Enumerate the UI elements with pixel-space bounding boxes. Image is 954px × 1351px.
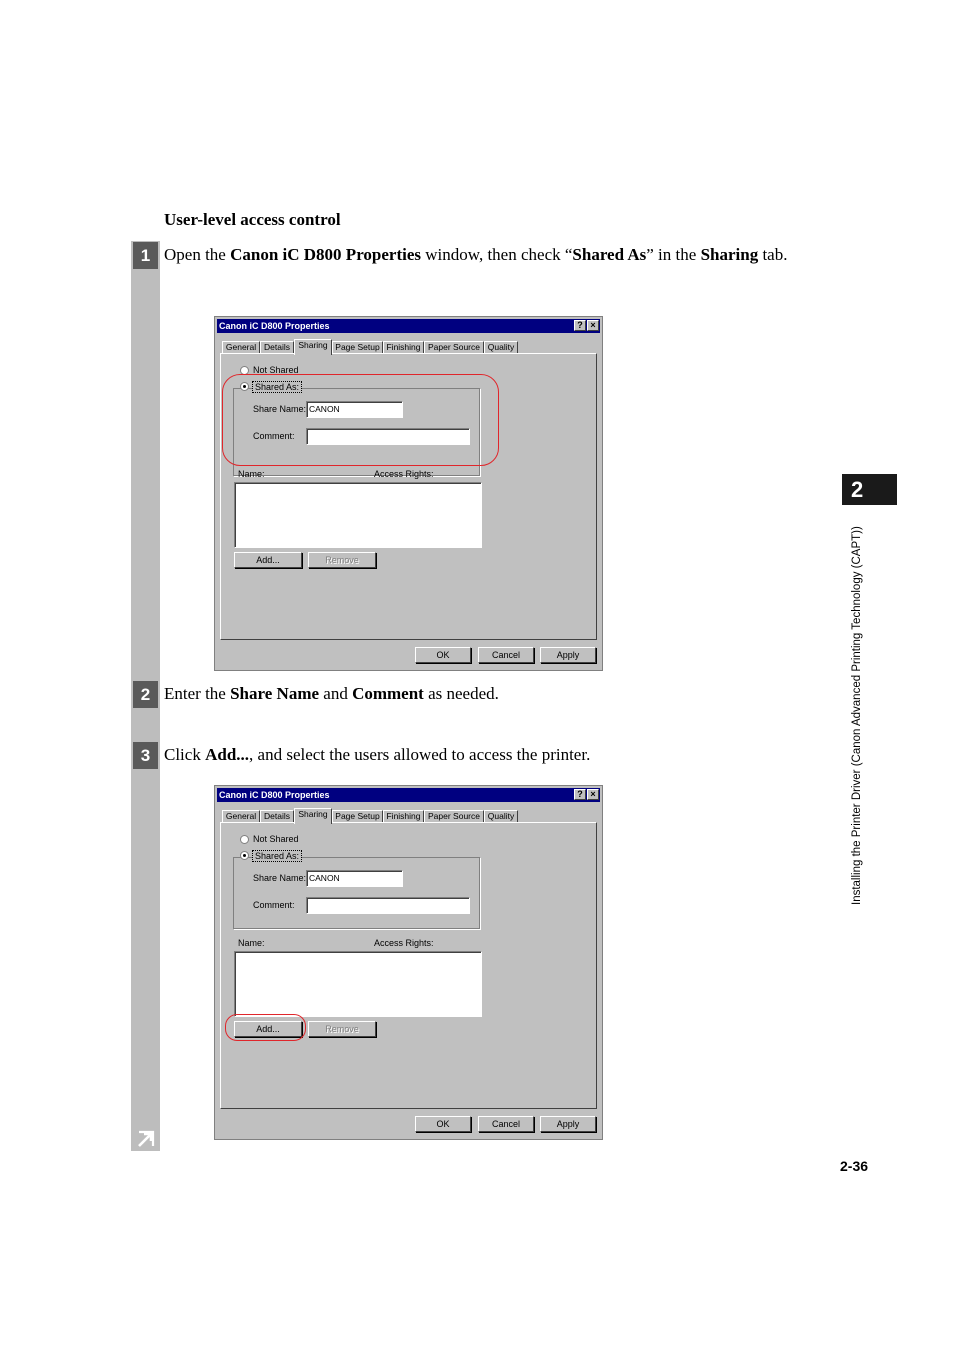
- tab-sharing[interactable]: Sharing: [294, 808, 332, 824]
- sharing-panel: [220, 822, 597, 1109]
- tab-paper-source[interactable]: Paper Source: [424, 341, 484, 354]
- remove-button[interactable]: Remove: [308, 552, 376, 568]
- shared-as-label: Shared As:: [252, 381, 302, 393]
- name-column-label: Name:: [238, 469, 265, 479]
- share-name-input[interactable]: CANON: [306, 401, 403, 418]
- tab-sharing[interactable]: Sharing: [294, 339, 332, 355]
- users-list[interactable]: [234, 482, 482, 548]
- step-2-text: Enter the Share Name and Comment as needed.: [164, 684, 499, 703]
- step-number-2: 2: [133, 681, 158, 708]
- ok-button[interactable]: OK: [415, 647, 471, 663]
- step-number-3: 3: [133, 742, 158, 769]
- not-shared-label: Not Shared: [253, 365, 299, 375]
- name-column-label: Name:: [238, 938, 265, 948]
- share-name-input[interactable]: CANON: [306, 870, 403, 887]
- tab-paper-source[interactable]: Paper Source: [424, 810, 484, 823]
- tab-quality[interactable]: Quality: [484, 810, 518, 823]
- apply-button[interactable]: Apply: [540, 1116, 596, 1132]
- dialog-titlebar: [217, 319, 600, 333]
- shared-as-label: Shared As:: [252, 850, 302, 862]
- apply-button[interactable]: Apply: [540, 647, 596, 663]
- close-button[interactable]: ×: [587, 320, 599, 331]
- section-title: User-level access control: [164, 210, 341, 229]
- dialog-titlebar: [217, 788, 600, 802]
- comment-label: Comment:: [253, 431, 295, 441]
- comment-input[interactable]: [306, 897, 470, 914]
- users-list[interactable]: [234, 951, 482, 1017]
- tab-page-setup[interactable]: Page Setup: [332, 810, 383, 823]
- ok-button[interactable]: OK: [415, 1116, 471, 1132]
- tab-general[interactable]: General: [222, 341, 260, 354]
- comment-label: Comment:: [253, 900, 295, 910]
- cancel-button[interactable]: Cancel: [478, 1116, 534, 1132]
- properties-dialog-2: [214, 785, 603, 1140]
- step-1-text: Open the Canon iC D800 Properties window, then check “Shared As” in the Sharing tab.: [164, 245, 788, 264]
- access-rights-column-label: Access Rights:: [374, 469, 434, 479]
- add-button-highlight: [225, 1014, 306, 1041]
- add-button[interactable]: Add...: [234, 1021, 302, 1037]
- cancel-button[interactable]: Cancel: [478, 647, 534, 663]
- chapter-side-title: Installing the Printer Driver (Canon Advanced Printing Technology (CAPT)): [851, 526, 863, 905]
- tab-general[interactable]: General: [222, 810, 260, 823]
- help-button[interactable]: ?: [574, 320, 586, 331]
- continue-arrow-icon: [135, 1128, 157, 1150]
- page-number: 2-36: [840, 1158, 869, 1174]
- not-shared-radio[interactable]: [240, 835, 249, 844]
- share-name-label: Share Name:: [253, 873, 307, 883]
- chapter-tab: 2: [842, 474, 897, 505]
- close-button[interactable]: ×: [587, 789, 599, 800]
- shared-as-group: [233, 857, 480, 929]
- tab-page-setup[interactable]: Page Setup: [332, 341, 383, 354]
- not-shared-label: Not Shared: [253, 834, 299, 844]
- shared-as-highlight: [222, 374, 499, 466]
- tab-finishing[interactable]: Finishing: [383, 810, 424, 823]
- step-3-text: Click Add..., and select the users allowed to access the printer.: [164, 745, 591, 764]
- tab-quality[interactable]: Quality: [484, 341, 518, 354]
- dialog-title: Canon iC D800 Properties: [219, 321, 330, 331]
- access-rights-column-label: Access Rights:: [374, 938, 434, 948]
- help-button[interactable]: ?: [574, 789, 586, 800]
- tab-details[interactable]: Details: [260, 341, 294, 354]
- shared-as-radio[interactable]: [240, 851, 249, 860]
- add-button[interactable]: Add...: [234, 552, 302, 568]
- remove-button[interactable]: Remove: [308, 1021, 376, 1037]
- share-name-label: Share Name:: [253, 404, 307, 414]
- tab-details[interactable]: Details: [260, 810, 294, 823]
- dialog-title: Canon iC D800 Properties: [219, 790, 330, 800]
- tab-finishing[interactable]: Finishing: [383, 341, 424, 354]
- step-number-1: 1: [133, 242, 158, 269]
- properties-dialog-1: [214, 316, 603, 671]
